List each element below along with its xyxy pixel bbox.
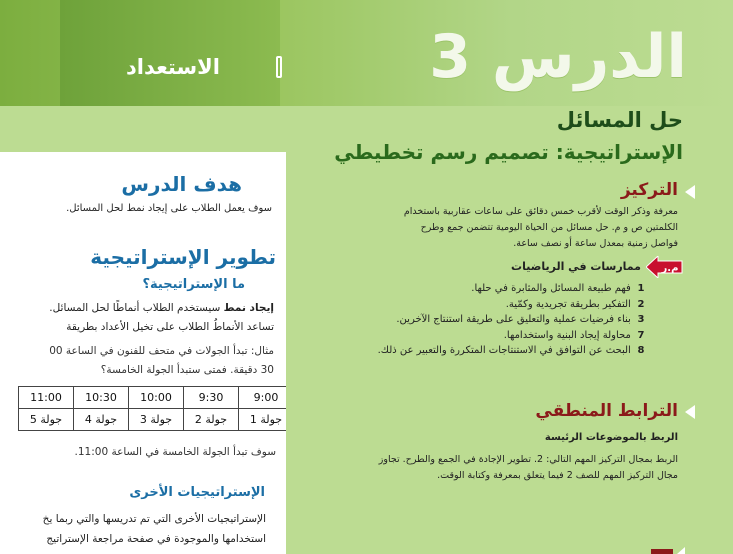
focus-line: فواصل زمنية بمعدل ساعة أو نصف ساعة. xyxy=(513,238,678,249)
table-cell: 10:00 xyxy=(129,387,184,409)
other-line2: استخدامها والموجودة في صفحة مراجعة الإستراتيج xyxy=(46,533,266,545)
left-panel xyxy=(0,152,286,554)
what-bold: إيجاد نمط xyxy=(223,302,274,314)
list-item xyxy=(378,312,648,328)
table-row-times xyxy=(19,387,287,409)
item-text: التفكير بطريقة تجريدية وكمّية. xyxy=(505,298,631,310)
schedule-table xyxy=(18,386,286,431)
practices-list xyxy=(378,281,648,359)
prep-bar-icon xyxy=(276,56,282,78)
link-subheading: الربط بالموضوعات الرئيسة xyxy=(544,432,678,443)
table-cell: 10:30 xyxy=(74,387,129,409)
table-cell: جولة 1 xyxy=(239,409,287,431)
strategy-title: الإستراتيجية: تصميم رسم تخطيطي xyxy=(334,140,683,164)
next-section-arrow-icon xyxy=(647,543,687,554)
what-paragraph xyxy=(49,299,274,337)
prep-label: الاستعداد xyxy=(125,55,220,79)
focus-text xyxy=(404,204,678,252)
example-line1: مثال: تبدأ الجولات في متحف للفنون في الساعة 00 xyxy=(49,345,274,357)
table-cell: 9:30 xyxy=(184,387,239,409)
link-text xyxy=(379,452,678,484)
example xyxy=(49,342,274,380)
table-cell: جولة 3 xyxy=(129,409,184,431)
prep-tab xyxy=(60,0,280,106)
focus-line: معرفة وذكر الوقت لأقرب خمس دقائق على ساعات عقاربية باستخدام xyxy=(403,206,678,217)
item-number: 1 xyxy=(637,283,645,294)
other-line1: الإستراتيجيات الأخرى التي تم تدريسها والتي ربما يخ xyxy=(42,513,266,525)
link-arrow-icon xyxy=(685,405,695,419)
table-row-tours xyxy=(19,409,287,431)
focus-arrow-icon xyxy=(685,185,695,199)
item-number: 8 xyxy=(637,345,645,356)
other-heading: الإستراتيجيات الأخرى xyxy=(129,485,265,500)
example-line2: 30 دقيقة. فمتى ستبدأ الجولة الخامسة؟ xyxy=(100,364,274,376)
link-line: الربط بمجال التركيز المهم التالي: 2. تطوير الإجادة في الجمع والطرح. تجاوز xyxy=(378,454,678,465)
item-number: 7 xyxy=(637,329,645,341)
item-number: 3 xyxy=(637,314,645,325)
focus-line: الكلمتين ص و م. حل مسائل من الحياة اليومية تتضمن جمع وطرح xyxy=(420,222,678,233)
table-cell: جولة 5 xyxy=(19,409,74,431)
item-number: 2 xyxy=(637,298,645,310)
focus-heading: التركيز xyxy=(620,180,678,200)
problem-title: حل المسائل xyxy=(556,108,683,132)
lesson-title: الدرس 3 xyxy=(429,22,687,92)
math-practices-icon xyxy=(646,256,684,278)
list-item xyxy=(378,297,648,313)
list-item xyxy=(378,343,648,359)
what-line2: تساعد الأنماطُ الطلاب على تخيل الأعداد بطريقة xyxy=(66,321,274,333)
table-cell: جولة 2 xyxy=(184,409,239,431)
item-text: البحث عن التوافق في الاستنتاجات المتكررة والتعبير عن ذلك. xyxy=(377,345,631,356)
what-heading: ما الإستراتيجية؟ xyxy=(142,277,245,292)
item-text: محاولة إيجاد البنية واستخدامها. xyxy=(503,329,631,341)
item-text: فهم طبيعة المسائل والمثابرة في حلها. xyxy=(471,283,631,294)
item-text: بناء فرضيات عملية والتعليق على طريقة استنتاج الآخرين. xyxy=(396,314,631,325)
table-cell: 11:00 xyxy=(19,387,74,409)
table-cell: 9:00 xyxy=(239,387,287,409)
goal-text: سوف يعمل الطلاب على إيجاد نمط لحل المسائل. xyxy=(66,203,272,214)
practices-heading: ممارسات في الرياضيات xyxy=(511,260,641,273)
list-item xyxy=(378,281,648,297)
table-cell: جولة 4 xyxy=(74,409,129,431)
what-line1: سيستخدم الطلاب أنماطًا لحل المسائل. xyxy=(49,302,221,314)
math-practices-icon-label: م.ر xyxy=(661,263,679,274)
link-heading: الترابط المنطقي xyxy=(535,401,678,421)
link-line: مجال التركيز المهم للصف 2 فيما يتعلق بمعرفة وكتابة الوقت. xyxy=(437,470,678,481)
other-text xyxy=(43,509,266,549)
answer-text: سوف تبدأ الجولة الخامسة في الساعة 11:00. xyxy=(74,446,276,458)
dev-heading: تطوير الإستراتيجية xyxy=(90,245,276,269)
list-item xyxy=(378,328,648,344)
goal-heading: هدف الدرس xyxy=(121,172,242,196)
